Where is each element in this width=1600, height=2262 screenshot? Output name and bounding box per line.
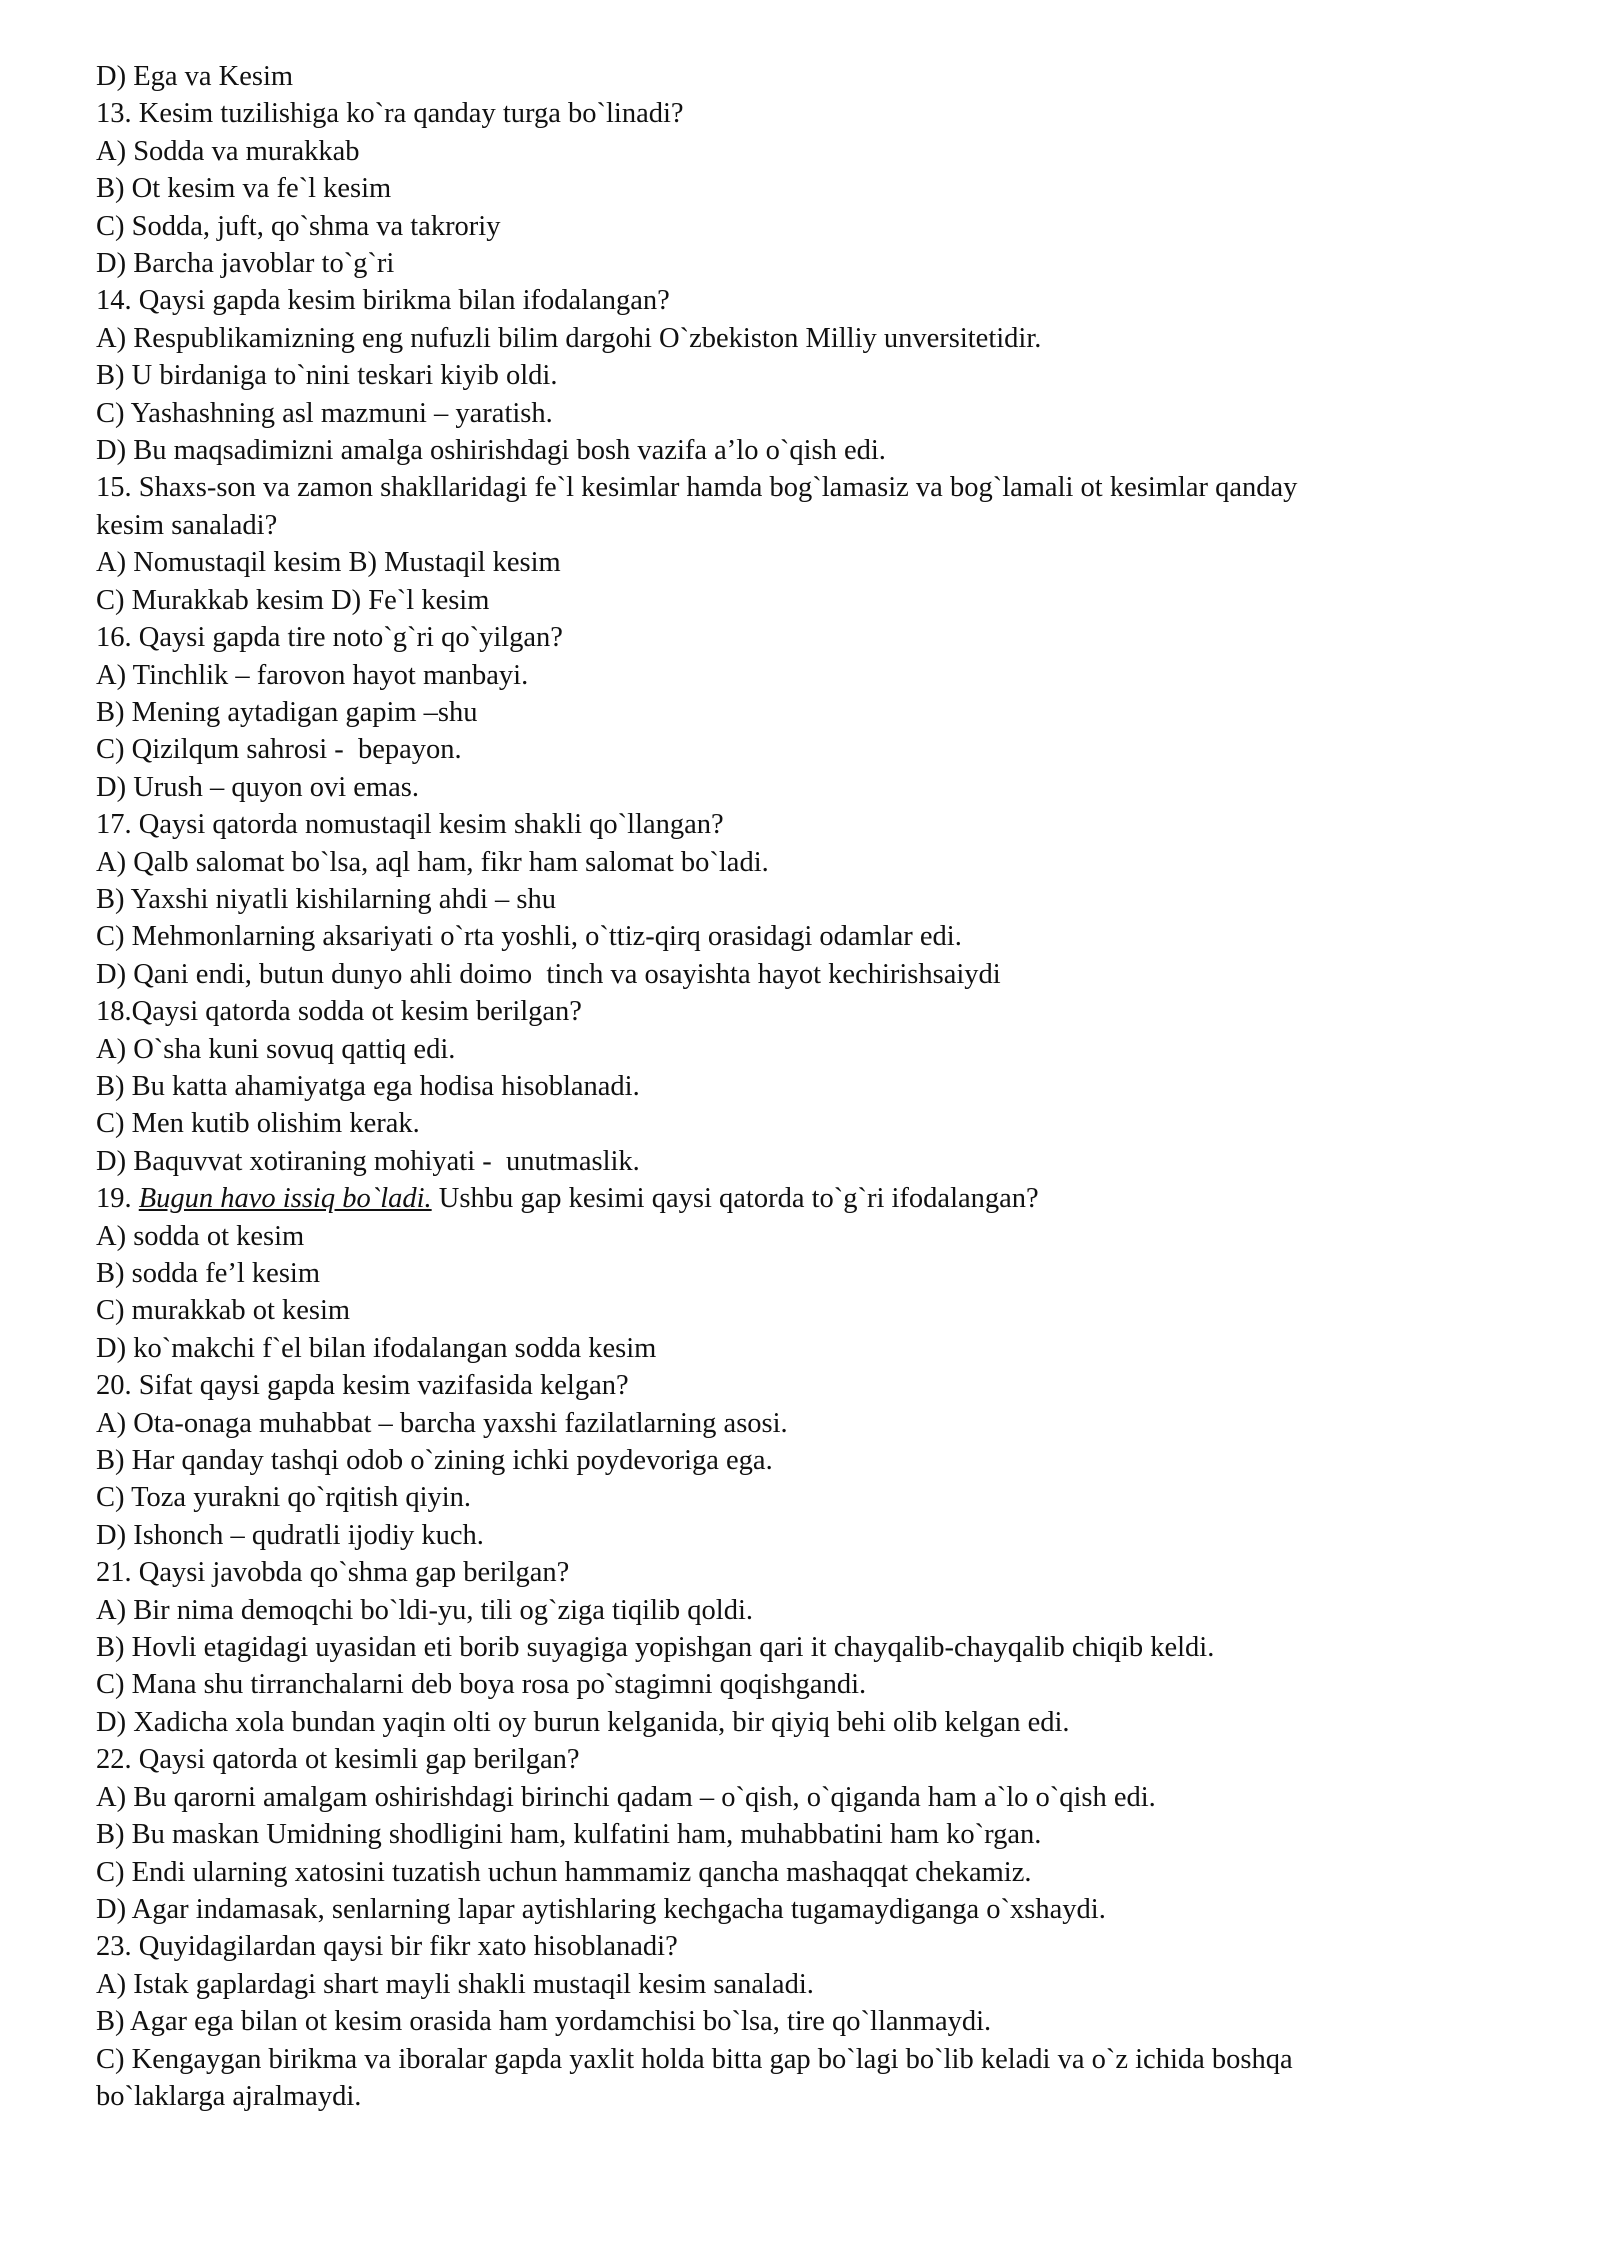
answer-option: A) Qalb salomat bo`lsa, aql ham, fikr ham salomat bo`ladi. — [96, 846, 769, 878]
answer-option: A) Tinchlik – farovon hayot manbayi. — [96, 659, 529, 691]
answer-option: D) Baquvvat xotiraning mohiyati - unutmaslik. — [96, 1145, 640, 1177]
question-19 — [96, 1180, 1496, 1217]
answer-option: B) Har qanday tashqi odob o`zining ichki poydevoriga ega. — [96, 1445, 773, 1477]
answer-option: C) Kengaygan birikma va iboralar gapda yaxlit holda bitta gap bo`lagi bo`lib keladi va o`z ichida boshqa — [96, 2043, 1293, 2075]
answer-option: B) Bu maskan Umidning shodligini ham, kulfatini ham, muhabbatini ham ko`rgan. — [96, 1819, 1042, 1851]
answer-option: B) Bu katta ahamiyatga ega hodisa hisoblanadi. — [96, 1070, 640, 1102]
answer-option: A) sodda ot kesim — [96, 1220, 305, 1252]
answer-option: C) Endi ularning xatosini tuzatish uchun hammamiz qancha mashaqqat chekamiz. — [96, 1856, 1032, 1888]
question-19-text: Ushbu gap kesimi qaysi qatorda to`g`ri ifodalangan? — [431, 1183, 1039, 1215]
answer-option: C) Mehmonlarning aksariyati o`rta yoshli, o`ttiz-qirq orasidagi odamlar edi. — [96, 921, 962, 953]
answer-option: C) Yashashning asl mazmuni – yaratish. — [96, 397, 553, 429]
question-13: 13. Kesim tuzilishiga ko`ra qanday turga bo`linadi? — [96, 98, 684, 130]
question-23: 23. Quyidagilardan qaysi bir fikr xato hisoblanadi? — [96, 1931, 678, 1963]
answer-option: A) O`sha kuni sovuq qattiq edi. — [96, 1033, 456, 1065]
answer-option: A) Bu qarorni amalgam oshirishdagi birinchi qadam – o`qish, o`qiganda ham a`lo o`qish edi. — [96, 1781, 1156, 1813]
answer-option: A) Sodda va murakkab — [96, 135, 360, 167]
answer-option: D) Ishonch – qudratli ijodiy kuch. — [96, 1519, 484, 1551]
question-17: 17. Qaysi qatorda nomustaqil kesim shakli qo`llangan? — [96, 809, 724, 841]
answer-option: B) Hovli etagidagi uyasidan eti borib suyagiga yopishgan qari it chayqalib-chayqalib chiqib keldi. — [96, 1632, 1215, 1664]
answer-option: A) Respublikamizning eng nufuzli bilim dargohi O`zbekiston Milliy unversitetidir. — [96, 322, 1042, 354]
question-15-continued: kesim sanaladi? — [96, 509, 278, 541]
answer-option: B) Yaxshi niyatli kishilarning ahdi – shu — [96, 883, 556, 915]
answer-option: B) U birdaniga to`nini teskari kiyib oldi. — [96, 360, 558, 392]
answer-option: C) Mana shu tirranchalarni deb boya rosa po`stagimni qoqishgandi. — [96, 1669, 867, 1701]
answer-option: D) Bu maqsadimizni amalga oshirishdagi bosh vazifa a’lo o`qish edi. — [96, 435, 886, 467]
answer-option: C) Murakkab kesim D) Fe`l kesim — [96, 584, 490, 616]
question-20: 20. Sifat qaysi gapda kesim vazifasida kelgan? — [96, 1370, 629, 1402]
question-19-number: 19. — [96, 1183, 139, 1215]
question-22: 22. Qaysi qatorda ot kesimli gap berilgan? — [96, 1744, 580, 1776]
answer-option: D) Barcha javoblar to`g`ri — [96, 248, 395, 280]
answer-option: A) Bir nima demoqchi bo`ldi-yu, tili og`ziga tiqilib qoldi. — [96, 1594, 753, 1626]
answer-option: D) Qani endi, butun dunyo ahli doimo tinch va osayishta hayot kechirishsaiydi — [96, 958, 1001, 990]
answer-option: C) Toza yurakni qo`rqitish qiyin. — [96, 1482, 472, 1514]
text-line: D) Ega va Kesim — [96, 61, 294, 92]
answer-option: D) Agar indamasak, senlarning lapar aytishlaring kechgacha tugamaydiganga o`xshaydi. — [96, 1893, 1106, 1925]
question-16: 16. Qaysi gapda tire noto`g`ri qo`yilgan? — [96, 622, 563, 654]
document-page — [96, 58, 1496, 2115]
answer-option: C) Men kutib olishim kerak. — [96, 1108, 420, 1140]
question-18: 18.Qaysi qatorda sodda ot kesim berilgan? — [96, 996, 582, 1028]
answer-option: D) ko`makchi f`el bilan ifodalangan sodda kesim — [96, 1332, 657, 1364]
answer-option: B) Mening aytadigan gapim –shu — [96, 696, 478, 728]
question-14: 14. Qaysi gapda kesim birikma bilan ifodalangan? — [96, 285, 670, 317]
question-15: 15. Shaxs-son va zamon shakllaridagi fe`l kesimlar hamda bog`lamasiz va bog`lamali ot kesimlar qanday — [96, 472, 1298, 504]
answer-option: C) Qizilqum sahrosi - bepayon. — [96, 734, 462, 766]
answer-option: D) Xadicha xola bundan yaqin olti oy burun kelganida, bir qiyiq behi olib kelgan edi. — [96, 1706, 1070, 1738]
answer-option: C) Sodda, juft, qo`shma va takroriy — [96, 210, 501, 242]
answer-option-continued: bo`laklarga ajralmaydi. — [96, 2080, 362, 2112]
question-21: 21. Qaysi javobda qo`shma gap berilgan? — [96, 1557, 570, 1589]
answer-option: B) Agar ega bilan ot kesim orasida ham yordamchisi bo`lsa, tire qo`llanmaydi. — [96, 2006, 992, 2038]
answer-option: A) Istak gaplardagi shart mayli shakli mustaqil kesim sanaladi. — [96, 1968, 814, 2000]
answer-option: A) Nomustaqil kesim B) Mustaqil kesim — [96, 547, 561, 579]
answer-option: C) murakkab ot kesim — [96, 1295, 351, 1327]
answer-option: D) Urush – quyon ovi emas. — [96, 771, 419, 803]
question-19-example-sentence: Bugun havo issiq bo`ladi. — [138, 1183, 432, 1215]
answer-option: A) Ota-onaga muhabbat – barcha yaxshi fazilatlarning asosi. — [96, 1407, 788, 1439]
answer-option: B) sodda fe’l kesim — [96, 1258, 320, 1289]
answer-option: B) Ot kesim va fe`l kesim — [96, 173, 392, 205]
